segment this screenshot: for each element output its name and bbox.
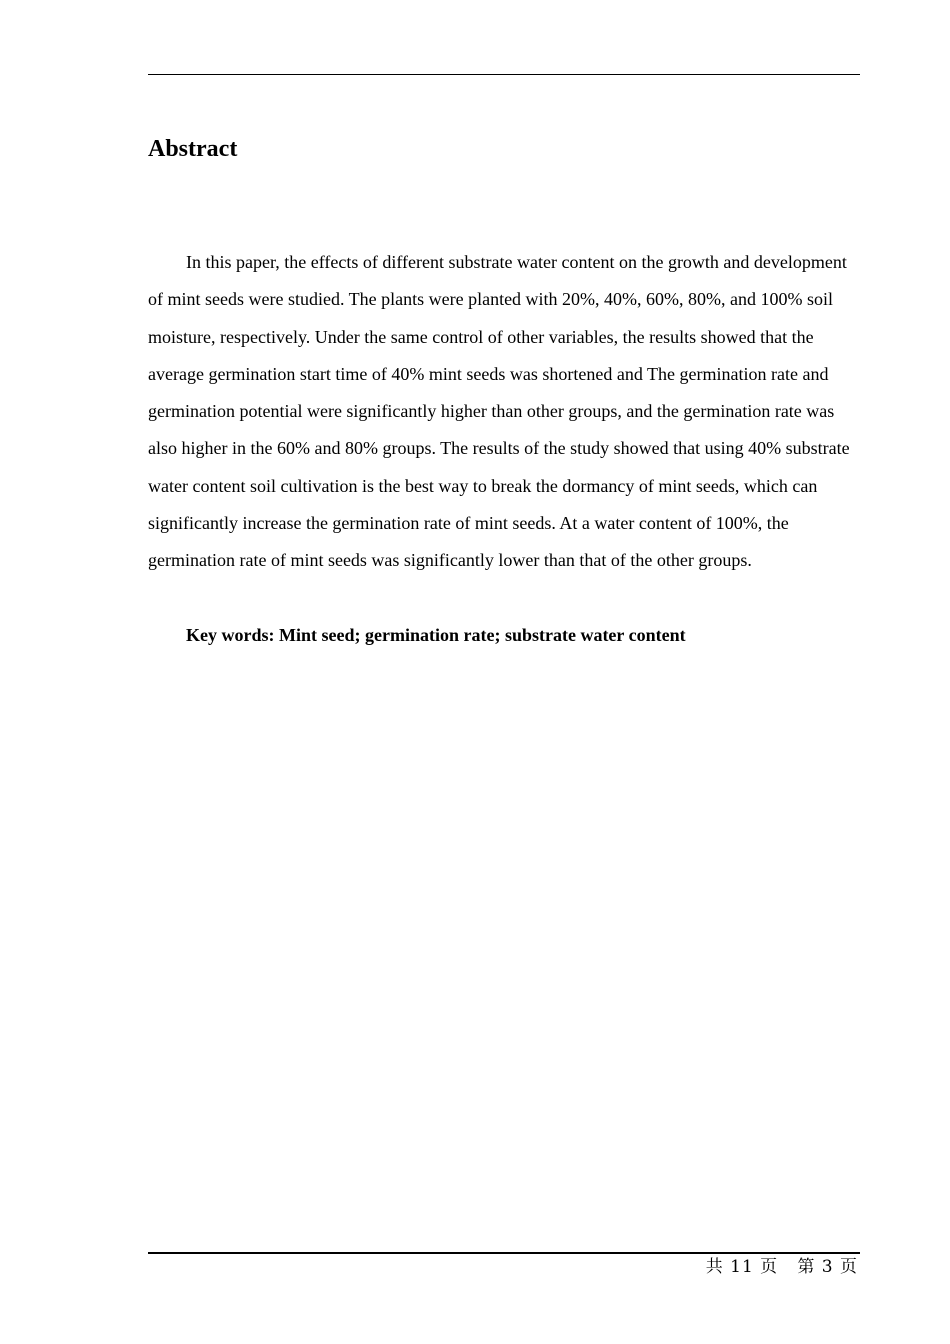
keywords-value: Mint seed; germination rate; substrate water content	[279, 625, 686, 645]
footer-rule	[148, 1252, 860, 1254]
page-number-indicator: 共 11 页 第 3 页	[705, 1257, 858, 1277]
page-title: Abstract	[148, 136, 238, 162]
header-rule	[148, 74, 860, 75]
keywords-label: Key words:	[186, 625, 275, 645]
keywords-line	[186, 620, 686, 650]
abstract-paragraph: In this paper, the effects of different substrate water content on the growth and development of mint seeds were studied. The plants were planted with 20%, 40%, 60%, 80%, and 100% soil moisture, respectively. Under the same control of other variables, the results showed that the average germination start time of 40% mint seeds was shortened and The germination rate and germination potential were significantly higher than other groups, and the germination rate was also higher in the 60% and 80% groups. The results of the study showed that using 40% substrate water content soil cultivation is the best way to break the dormancy of mint seeds, which can significantly increase the germination rate of mint seeds. At a water content of 100%, the germination rate of mint seeds was significantly lower than that of the other groups.	[148, 252, 850, 571]
